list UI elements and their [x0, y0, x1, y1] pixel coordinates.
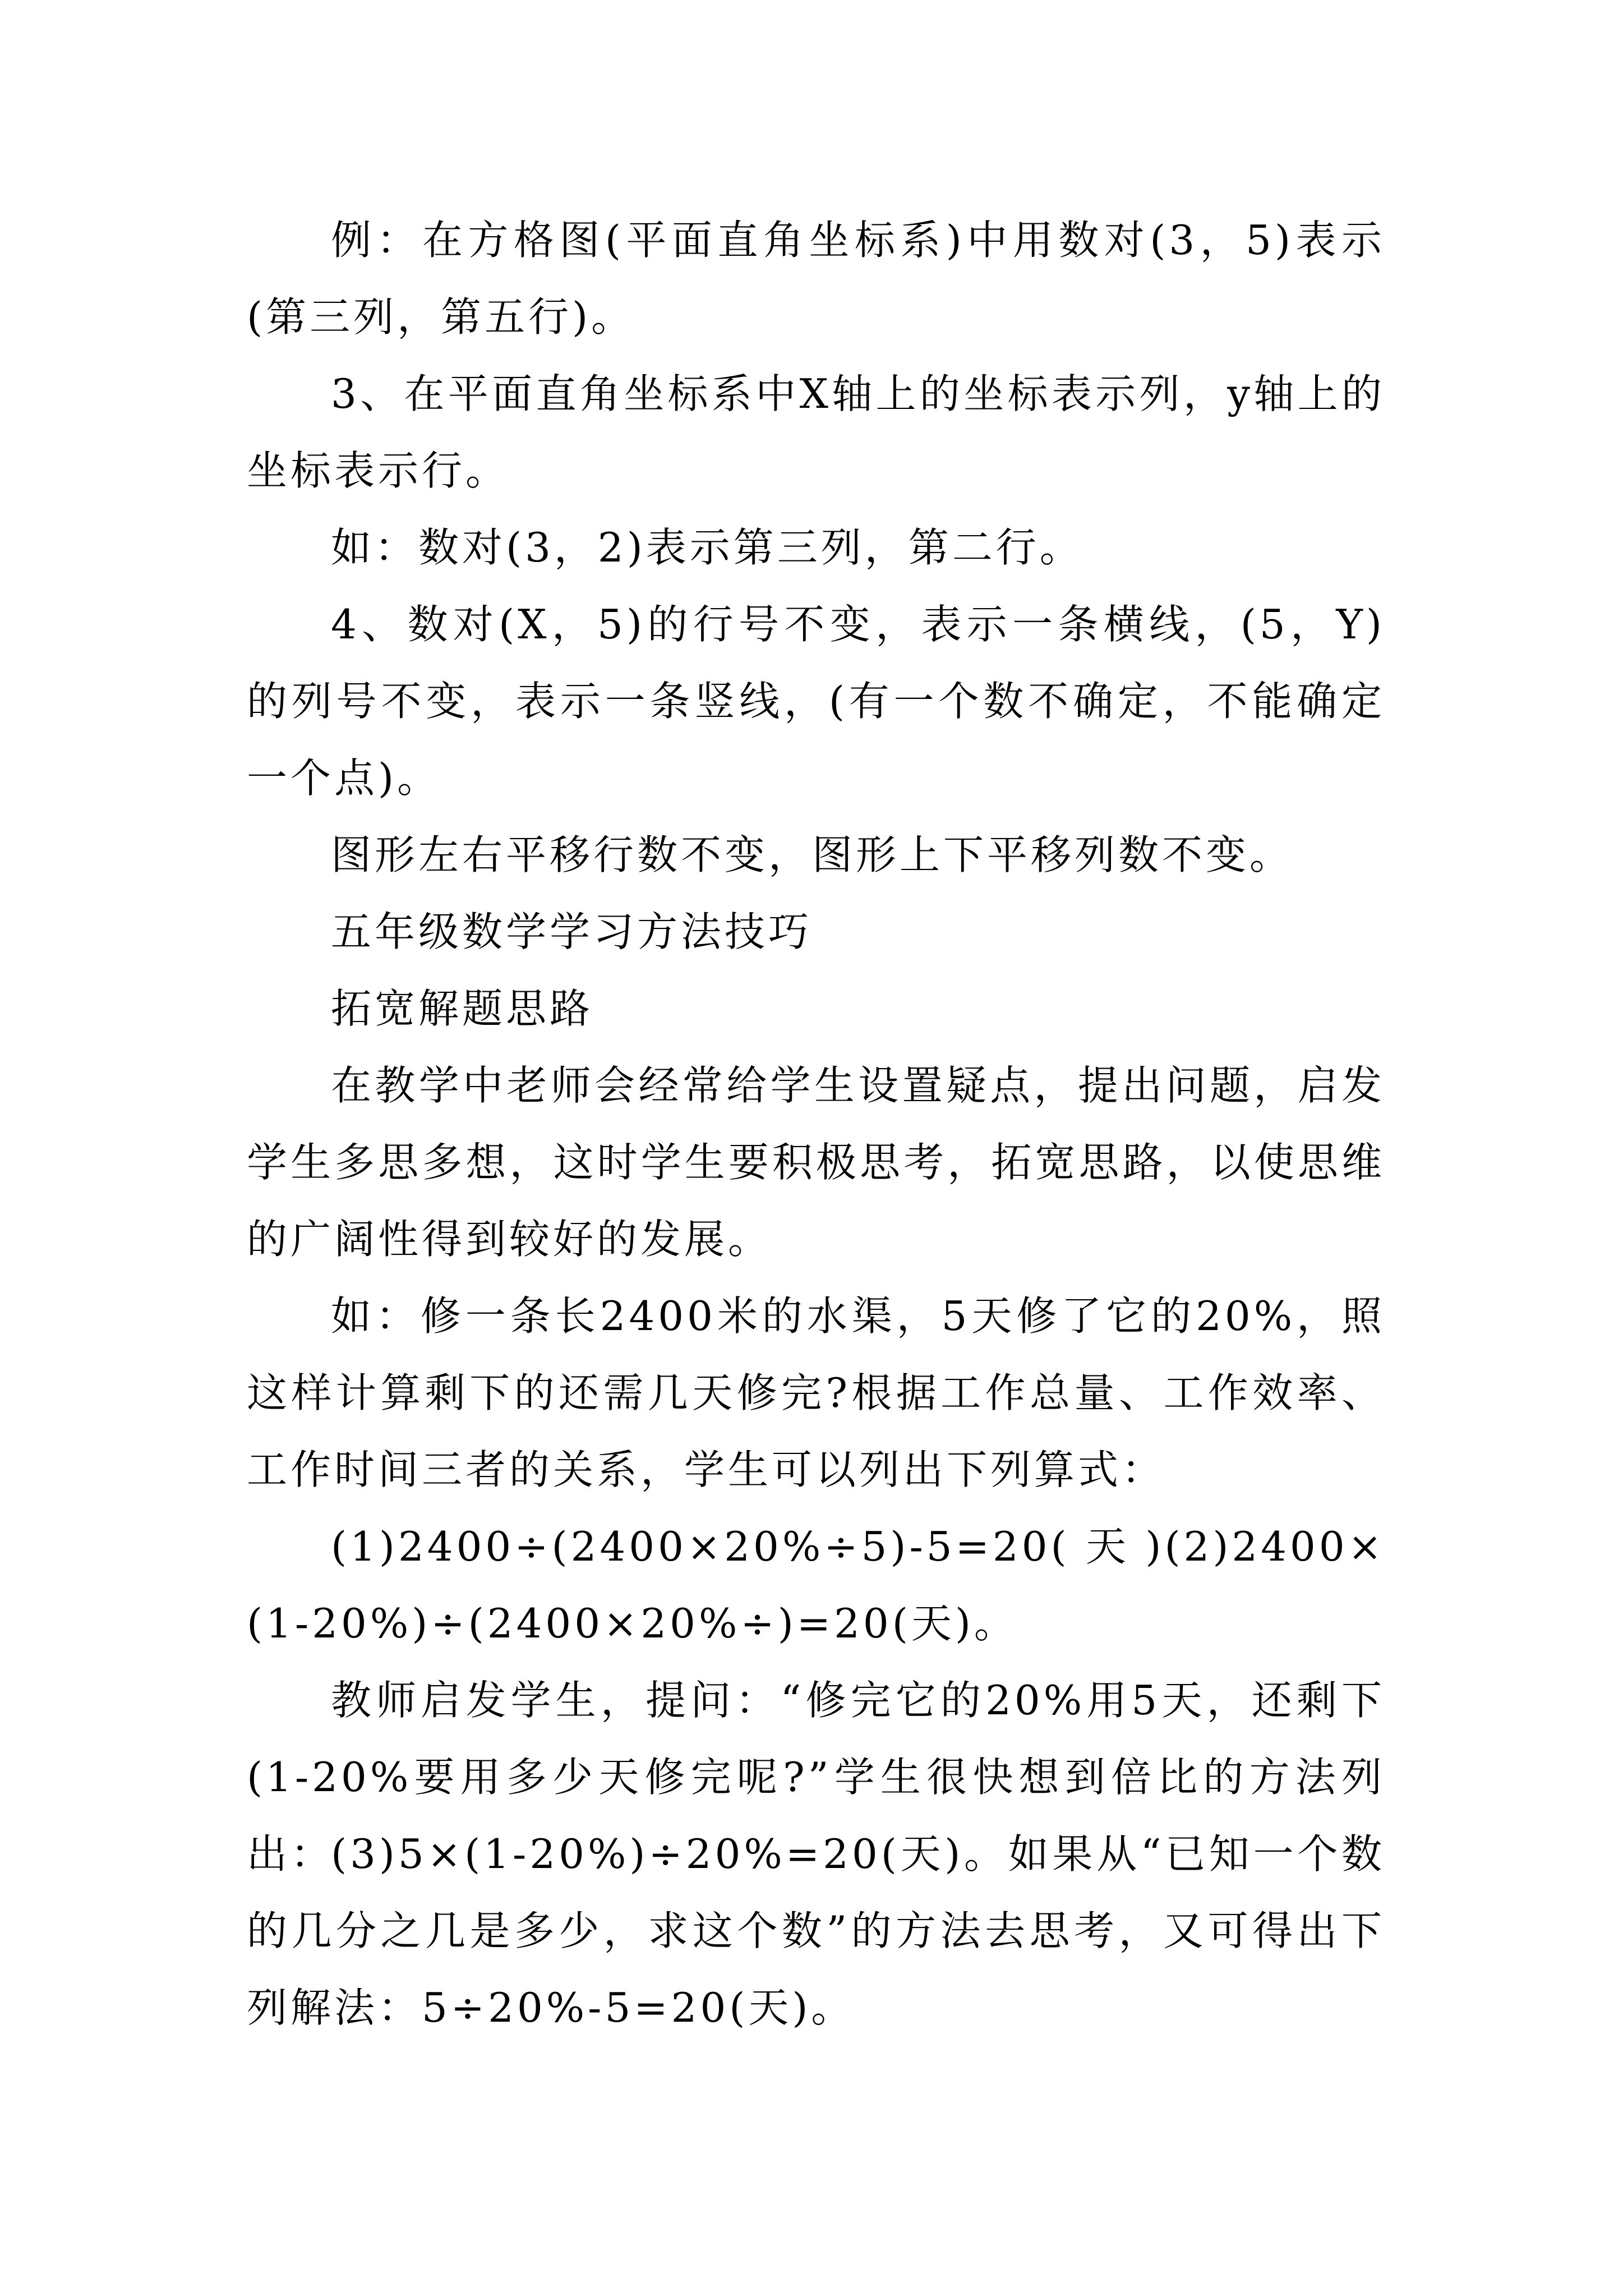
paragraph-canal-problem: 如：修一条长2400米的水渠，5天修了它的20%，照这样计算剩下的还需几天修完?根据工作总量、工作效率、工作时间三者的关系，学生可以列出下列算式：: [247, 1292, 1385, 1493]
paragraph-translation-rule: 图形左右平移行数不变，图形上下平移列数不变。: [331, 831, 1294, 878]
paragraph-axis-meaning: 3、在平面直角坐标系中X轴上的坐标表示列，y轴上的坐标表示行。: [247, 370, 1385, 494]
paragraph-formulas-one-two: (1)2400÷(2400×20%÷5)-5=20(天)(2)2400×(1-20%)÷(2400×20%÷)=20(天)。: [247, 1523, 1385, 1647]
paragraph-example-pair: 如：数对(3，2)表示第三列，第二行。: [331, 524, 1083, 571]
paragraph-fixed-row-column: 4、数对(X，5)的行号不变，表示一条横线，(5，Y)的列号不变，表示一条竖线，(有一个数不确定，不能确定一个点)。: [247, 601, 1385, 802]
paragraph-example-coordinate: 例：在方格图(平面直角坐标系)中用数对(3，5)表示(第三列，第五行)。: [247, 217, 1385, 341]
document-page: [247, 0, 1385, 2296]
paragraph-teacher-hint: 教师启发学生，提问：“修完它的20%用5天，还剩下(1-20%要用多少天修完呢?”学生很快想到倍比的方法列出：: [247, 1677, 1385, 1878]
subheading-broaden-thinking: 拓宽解题思路: [331, 985, 594, 1032]
section-heading-methods: 五年级数学学习方法技巧: [331, 908, 813, 955]
paragraph-teaching: 在教学中老师会经常给学生设置疑点，提出问题，启发学生多思多想，这时学生要积极思考，拓宽思路，以使思维的广阔性得到较好的发展。: [247, 1062, 1385, 1263]
paragraph-formula-three: (3)5×(1-20%)÷20%=20(天)。如果从“已知一个数的几分之几是多少，求这个数”的方法去思考，又可得出下列解法：5÷20%-5=20(天)。: [247, 1830, 1385, 2031]
